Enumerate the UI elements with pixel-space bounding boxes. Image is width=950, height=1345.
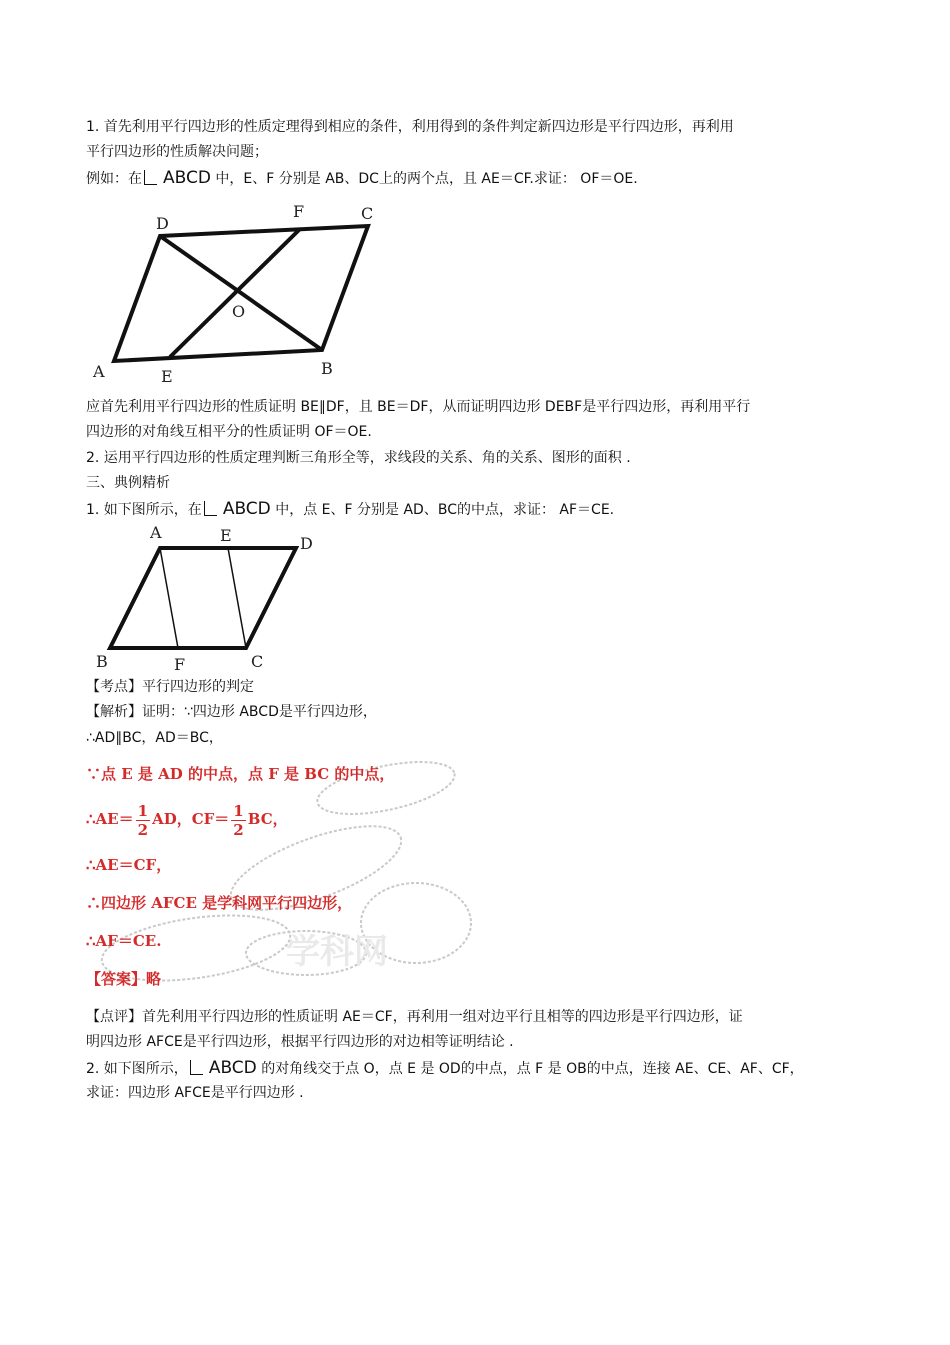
example2-line [86, 1058, 804, 1079]
red-step1: ∵点 E 是 AD 的中点，点 F 是 BC 的中点， [86, 765, 395, 783]
parallelogram-abcd-2 [110, 548, 296, 648]
label-c: C [361, 204, 374, 223]
ex1-prefix: 1. 如下图所示，在 [86, 502, 202, 518]
figure-2-parallelogram [86, 520, 326, 676]
ex1-abcd: ABCD [222, 499, 271, 519]
parallelogram-icon [190, 1060, 203, 1075]
red-step4: ∴四边形 AFCE 是学科网平行四边形， [86, 894, 353, 912]
fraction-half-2 [231, 802, 245, 839]
ex2-prefix: 2. 如下图所示， [86, 1061, 188, 1077]
label-c2: C [251, 652, 264, 671]
label-d: D [156, 214, 169, 233]
item1-line2: 平行四边形的性质解决问题； [86, 144, 268, 160]
explain-line2: 四边形的对角线互相平分的性质证明 OF＝OE. [86, 424, 372, 440]
parallelogram-icon [204, 501, 217, 516]
item2-line: 2. 运用平行四边形的性质定理判断三角形全等，求线段的关系、角的关系、图形的面积 . [86, 450, 631, 466]
kaodian-line: 【考点】平行四边形的判定 [86, 679, 254, 695]
red-step2 [86, 798, 288, 840]
fraction-numerator: 1 [137, 801, 149, 820]
fraction-denominator: 2 [233, 820, 244, 839]
answer-line: 【答案】略 [86, 970, 162, 988]
label-b2: B [96, 652, 108, 671]
red2-a: ∴AE＝ [86, 810, 134, 828]
watermark-text: 学科网 [286, 932, 388, 972]
label-f2: F [174, 655, 186, 674]
red2-b: AD，CF＝ [152, 810, 230, 828]
segment-af [160, 548, 178, 648]
segment-fe [170, 229, 300, 357]
example-rest: 中，E、F 分别是 AB、DC上的两个点，且 AE＝CF.求证： OF＝OE. [210, 171, 638, 187]
label-a2: A [150, 523, 162, 542]
label-o: O [232, 302, 246, 321]
label-b: B [321, 359, 333, 378]
figure-1-parallelogram [86, 198, 396, 390]
fraction-numerator: 1 [233, 801, 244, 820]
example2-line2: 求证：四边形 AFCE是平行四边形 . [86, 1085, 304, 1101]
example1-line [86, 499, 614, 520]
red2-c: BC， [247, 810, 288, 828]
diagonal-db [160, 236, 322, 350]
ex1-rest: 中，点 E、F 分别是 AD、BC的中点，求证： AF＝CE. [270, 502, 615, 518]
example-prefix: 例如：在 [86, 171, 142, 187]
label-a: A [93, 362, 105, 381]
red-step3: ∴AE＝CF， [86, 856, 172, 874]
section-heading: 三、典例精析 [86, 475, 170, 491]
ex2-rest: 的对角线交于点 O，点 E 是 OD的中点，点 F 是 OB的中点，连接 AE、CE、AF、CF， [256, 1061, 804, 1077]
example-abcd: ABCD [163, 168, 211, 188]
jiexi-line: 【解析】证明：∵四边形 ABCD是平行四边形， [86, 704, 377, 720]
label-e: E [161, 367, 173, 386]
segment-ec [228, 548, 246, 648]
label-f: F [293, 202, 305, 221]
dianping-line1: 【点评】首先利用平行四边形的性质证明 AE＝CF，再利用一组对边平行且相等的四边形是平行四边形，证 [86, 1009, 743, 1025]
parallelogram-icon [144, 170, 157, 185]
item1-line1: 1. 首先利用平行四边形的性质定理得到相应的条件，利用得到的条件判定新四边形是平行四边形，再利用 [86, 119, 734, 135]
red-step5: ∴AF＝CE. [86, 932, 162, 950]
dianping-line2: 明四边形 AFCE是平行四边形，根据平行四边形的对边相等证明结论 . [86, 1034, 514, 1050]
label-e2: E [220, 526, 232, 545]
label-d2: D [300, 534, 313, 553]
ex2-abcd: ABCD [208, 1058, 257, 1078]
step1-line: ∴AD∥BC，AD＝BC， [86, 730, 223, 746]
explain-line1: 应首先利用平行四边形的性质证明 BE∥DF，且 BE＝DF，从而证明四边形 DEBF是平行四边形，再利用平行 [86, 399, 751, 415]
fraction-half-1 [136, 802, 150, 839]
example-line [86, 168, 638, 189]
fraction-denominator: 2 [137, 820, 149, 839]
